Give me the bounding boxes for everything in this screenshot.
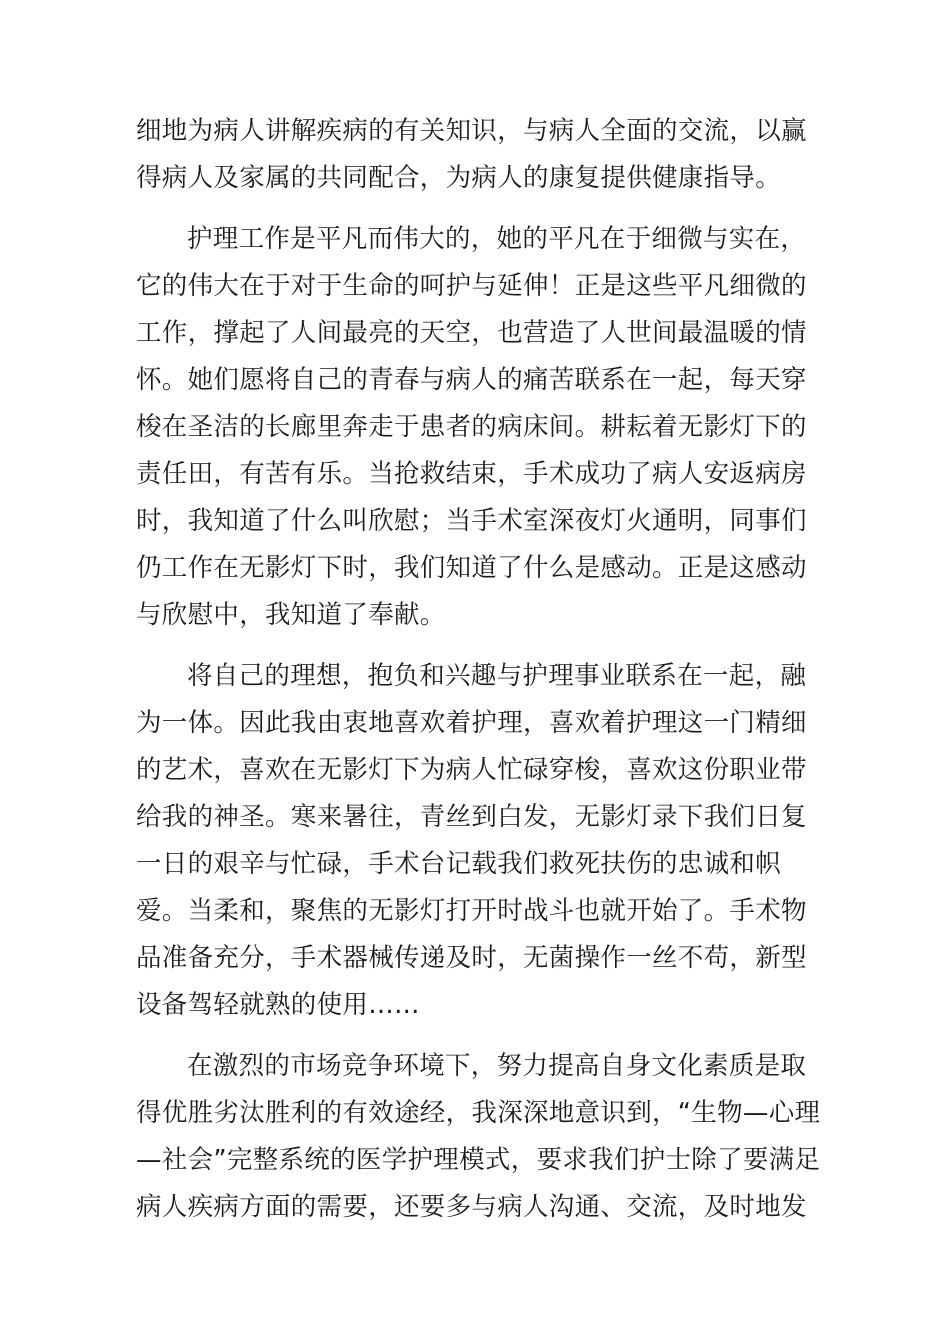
- paragraph-1: [136, 108, 816, 202]
- paragraph-line: 它的伟大在于对于生命的呵护与延伸！正是这些平凡细微的: [136, 271, 807, 301]
- paragraph-line: 责任田，有苦有乐。当抢救结束，手术成功了病人安返病房: [136, 459, 807, 489]
- paragraph-line: —社会”完整系统的医学护理模式，要求我们护士除了要满足: [136, 1145, 821, 1175]
- paragraph-line: 工作，撑起了人间最亮的天空，也营造了人世间最温暖的情: [136, 318, 807, 348]
- paragraph-line: 一日的艰辛与忙碌，手术台记载我们救死扶伤的忠诚和帜: [136, 849, 782, 879]
- paragraph-3: [136, 653, 816, 1029]
- paragraph-line: 护理工作是平凡而伟大的，她的平凡在于细微与实在，: [187, 224, 807, 254]
- paragraph-line: 梭在圣洁的长廊里奔走于患者的病床间。耕耘着无影灯下的: [136, 412, 807, 442]
- paragraph-line: 得优胜劣汰胜利的有效途经，我深深地意识到，“生物—心理: [136, 1098, 821, 1128]
- paragraph-line: 时，我知道了什么叫欣慰；当手术室深夜灯火通明，同事们: [136, 506, 807, 536]
- paragraph-2: [136, 216, 816, 639]
- paragraph-line: 病人疾病方面的需要，还要多与病人沟通、交流，及时地发: [136, 1192, 807, 1222]
- paragraph-line: 将自己的理想，抱负和兴趣与护理事业联系在一起，融: [187, 661, 807, 691]
- paragraph-4: [136, 1043, 821, 1231]
- paragraph-line: 设备驾轻就熟的使用……: [136, 990, 420, 1020]
- paragraph-line: 为一体。因此我由衷地喜欢着护理，喜欢着护理这一门精细: [136, 708, 807, 738]
- paragraph-line: 在激烈的市场竞争环境下，努力提高自身文化素质是取: [187, 1051, 807, 1081]
- paragraph-line: 细地为病人讲解疾病的有关知识，与病人全面的交流，以赢: [136, 116, 807, 146]
- paragraph-line: 爱。当柔和，聚焦的无影灯打开时战斗也就开始了。手术物: [136, 896, 807, 926]
- paragraph-line: 的艺术，喜欢在无影灯下为病人忙碌穿梭，喜欢这份职业带: [136, 755, 807, 785]
- paragraph-line: 怀。她们愿将自己的青春与病人的痛苦联系在一起，每天穿: [136, 365, 807, 395]
- paragraph-line: 仍工作在无影灯下时，我们知道了什么是感动。正是这感动: [136, 553, 807, 583]
- paragraph-line: 给我的神圣。寒来暑往，青丝到白发，无影灯录下我们日复: [136, 802, 807, 832]
- paragraph-line: 与欣慰中，我知道了奉献。: [136, 600, 446, 630]
- paragraph-line: 得病人及家属的共同配合，为病人的康复提供健康指导。: [136, 163, 782, 193]
- paragraph-line: 品准备充分，手术器械传递及时，无菌操作一丝不苟，新型: [136, 943, 807, 973]
- document-body: [136, 108, 821, 1245]
